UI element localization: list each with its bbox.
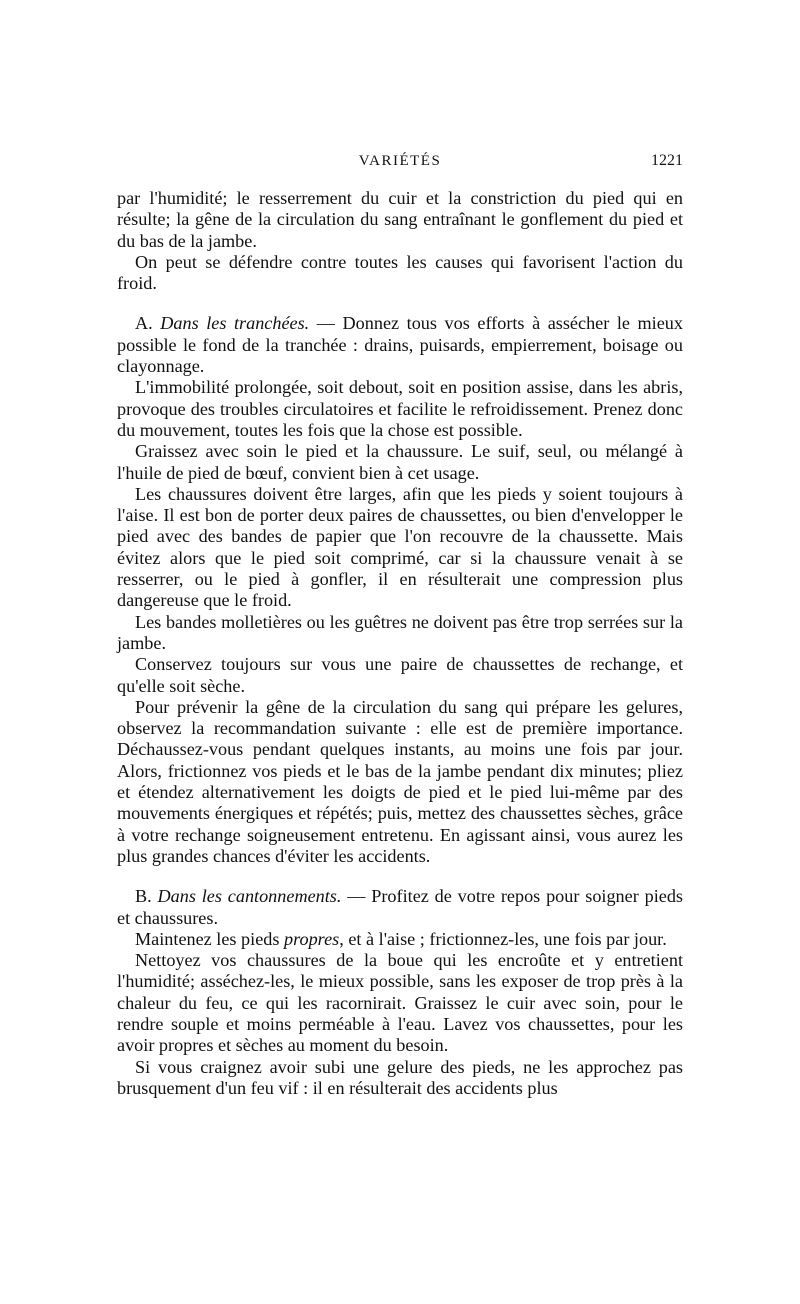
- paragraph: Les chaussures doivent être larges, afin que les pieds y soient toujours à l'aise. Il est bon de porter deux paires de chaussettes, ou bien d'envelopper le pied avec des bandes de papier que l'on recouvre de la chaussette. Mais évitez alors que le pied soit comprimé, car si la chaussure venait à se resserrer, ou le pied à gonfler, il en résulterait une compression plus dangereuse que le froid.: [117, 483, 683, 611]
- section-a-paragraph: [117, 313, 683, 377]
- running-head: [117, 150, 683, 174]
- paragraph-text: , et à l'aise ; frictionnez-les, une fois par jour.: [339, 928, 667, 949]
- paragraph: On peut se défendre contre toutes les causes qui favorisent l'action du froid.: [117, 251, 683, 294]
- emphasis-text: propres: [284, 928, 340, 949]
- paragraph: L'immobilité prolongée, soit debout, soit en position assise, dans les abris, provoque des troubles circulatoires et facilite le refroidissement. Prenez donc du mouvement, toutes les fois que la chose est possible.: [117, 377, 683, 440]
- paragraph-text: Maintenez les pieds: [135, 928, 284, 949]
- section-b-paragraph: [117, 886, 683, 929]
- paragraph: Si vous craignez avoir subi une gelure des pieds, ne les approchez pas brusquement d'un feu vif : il en résulterait des accidents plus: [117, 1056, 683, 1098]
- paragraph: Pour prévenir la gêne de la circulation du sang qui prépare les gelures, observez la recommandation suivante : elle est de première importance. Déchaussez-vous pendant quelques instants, au moins une fois par jour. Alors, frictionnez vos pieds et le bas de la jambe pendant dix minutes; pliez et étendez alternativement les doigts de pied et le pied lui-même par des mouvements énergiques et répétés; puis, mettez des chaussettes sèches, grâce à votre rechange soigneusement entretenu. En agissant ainsi, vous aurez les plus grandes chances d'éviter les accidents.: [117, 696, 683, 866]
- paragraph: [117, 929, 683, 950]
- paragraph: Graissez avec soin le pied et la chaussure. Le suif, seul, ou mélangé à l'huile de pied de bœuf, convient bien à cet usage.: [117, 441, 683, 483]
- running-title: VARIÉTÉS: [358, 153, 442, 169]
- section-a-text: — Donnez tous vos efforts à assécher le mieux possible le fond de la tranchée : drains, puisards, empierrement, boisage ou clayonnage.: [117, 313, 683, 377]
- section-a-marker: A.: [135, 313, 153, 334]
- paragraph: Nettoyez vos chaussures de la boue qui les encroûte et y entretient l'humidité; asséchez-les, le mieux possible, sans les exposer de trop près à la chaleur du feu, ce qui les racornirait. Graissez le cuir avec soin, pour le rendre souple et moins perméable à l'eau. Lavez vos chaussettes, pour les avoir propres et sèches au moment du besoin.: [117, 950, 683, 1056]
- section-b-heading: Dans les cantonnements.: [157, 886, 342, 907]
- paragraph-continuation: par l'humidité; le resserrement du cuir et la constriction du pied qui en résulte; la gêne de la circulation du sang entraînant le gonflement du pied et du bas de la jambe.: [117, 188, 683, 251]
- section-b-text: — Profitez de votre repos pour soigner pieds et chaussures.: [117, 886, 683, 928]
- section-b-marker: B.: [135, 886, 152, 907]
- document-page: [117, 150, 683, 1099]
- page-number: 1221: [651, 152, 683, 169]
- paragraph: Les bandes molletières ou les guêtres ne doivent pas être trop serrées sur la jambe.: [117, 611, 683, 653]
- section-a-heading: Dans les tranchées.: [160, 313, 310, 334]
- body-text: [117, 188, 683, 1099]
- paragraph: Conservez toujours sur vous une paire de chaussettes de rechange, et qu'elle soit sèche.: [117, 654, 683, 696]
